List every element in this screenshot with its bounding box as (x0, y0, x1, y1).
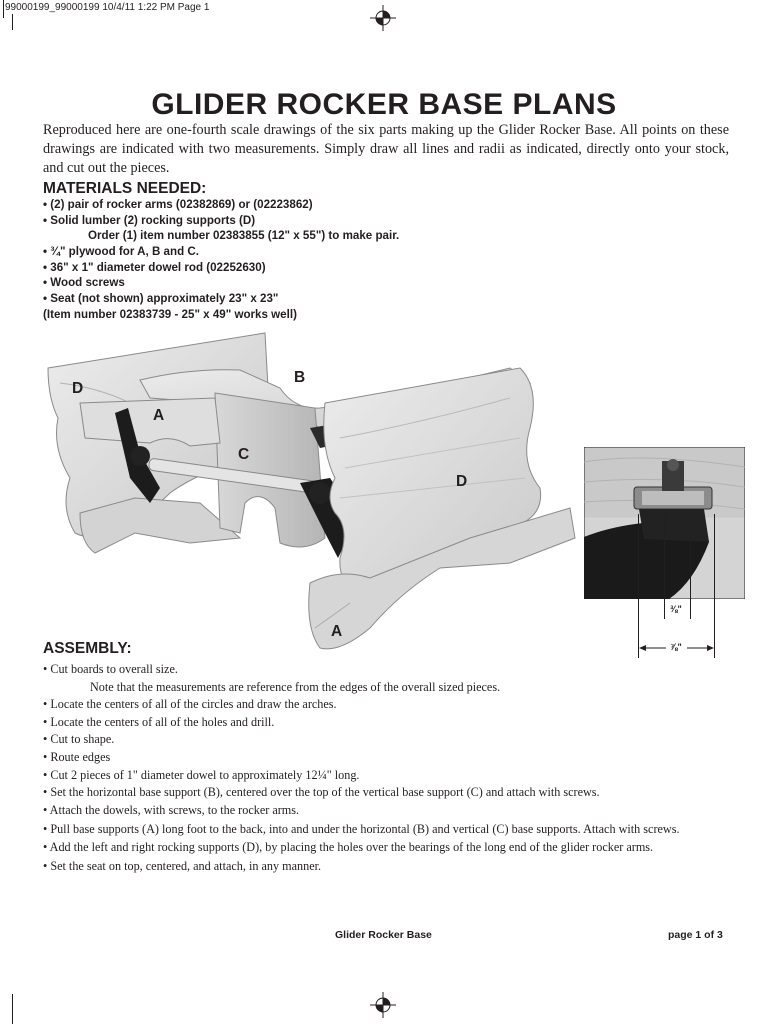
part-label-d: D (72, 380, 84, 397)
part-label-c: C (238, 446, 250, 463)
dimension-line (664, 514, 665, 619)
materials-item: • (2) pair of rocker arms (02382869) or (02223862) (43, 198, 313, 211)
dimension-line (714, 514, 715, 658)
materials-list (43, 197, 399, 323)
part-label-d: D (456, 473, 468, 490)
materials-item: • ¾" plywood for A, B and C. (43, 245, 199, 259)
assembly-step: • Locate the centers of all of the holes and drill. (43, 714, 275, 729)
part-label-a: A (153, 407, 165, 424)
materials-item: • Solid lumber (2) rocking supports (D) (43, 213, 256, 227)
crop-mark (3, 0, 4, 18)
intro-paragraph: Reproduced here are one-fourth scale drawings of the six parts making up the Glider Rocker Base. All points on these drawings are indicated with two measurements. Simply draw all lines and radii as indicated, directly onto your stock, and cut out the pieces. (43, 122, 729, 176)
assembly-note: Note that the measurements are reference from the edges of the overall sized pieces. (90, 679, 501, 694)
assembly-step: • Cut to shape. (43, 732, 115, 747)
assembled-base-photo (40, 328, 580, 660)
dimension-label-outer: ⅞" (670, 642, 682, 652)
materials-heading: MATERIALS NEEDED: (43, 180, 207, 197)
crop-mark (12, 994, 13, 1024)
materials-item: Order (1) item number 02383855 (12" x 55") to make pair. (88, 229, 400, 243)
assembly-step: • Set the seat on top, centered, and attach, in any manner. (43, 859, 322, 874)
assembly-step: • Pull base supports (A) long foot to the back, into and under the horizontal (B) and vertical (C) base supports. Attach with screws. (43, 822, 680, 837)
footer-title: Glider Rocker Base (335, 929, 432, 941)
part-label-a: A (331, 623, 343, 640)
assembly-step: • Locate the centers of all of the circles and draw the arches. (43, 697, 337, 712)
registration-mark-icon (370, 992, 396, 1018)
registration-mark-icon (370, 5, 396, 31)
materials-item: (Item number 02383739 - 25" x 49" works well) (43, 307, 297, 321)
dimension-line (690, 514, 691, 619)
assembly-step: • Cut 2 pieces of 1" diameter dowel to approximately 12¼" long. (43, 767, 360, 782)
page-number: page 1 of 3 (668, 929, 723, 941)
assembly-step: • Set the horizontal base support (B), centered over the top of the vertical base support (C) and attach with screws. (43, 785, 600, 800)
assembly-step: • Attach the dowels, with screws, to the rocker arms. (43, 802, 300, 817)
materials-item: • Seat (not shown) approximately 23" x 23" (43, 292, 279, 306)
part-label-b: B (294, 369, 306, 386)
assembly-steps (43, 661, 729, 876)
assembly-step: • Add the left and right rocking supports (D), by placing the holes over the bearings of the long end of the glider rocker arms. (43, 839, 654, 854)
crop-header: 99000199_99000199 10/4/11 1:22 PM Page 1 (5, 2, 210, 13)
page-title: GLIDER ROCKER BASE PLANS (151, 88, 617, 121)
dimension-label-inner: ⅜" (670, 604, 682, 614)
assembly-heading: ASSEMBLY: (43, 640, 132, 657)
assembly-step: • Cut boards to overall size. (43, 662, 178, 676)
assembly-step: • Route edges (43, 749, 111, 764)
crop-mark (12, 14, 13, 30)
dimension-line (638, 514, 639, 658)
materials-item: • Wood screws (43, 276, 125, 290)
materials-item: • 36" x 1" diameter dowel rod (02252630) (43, 260, 266, 274)
